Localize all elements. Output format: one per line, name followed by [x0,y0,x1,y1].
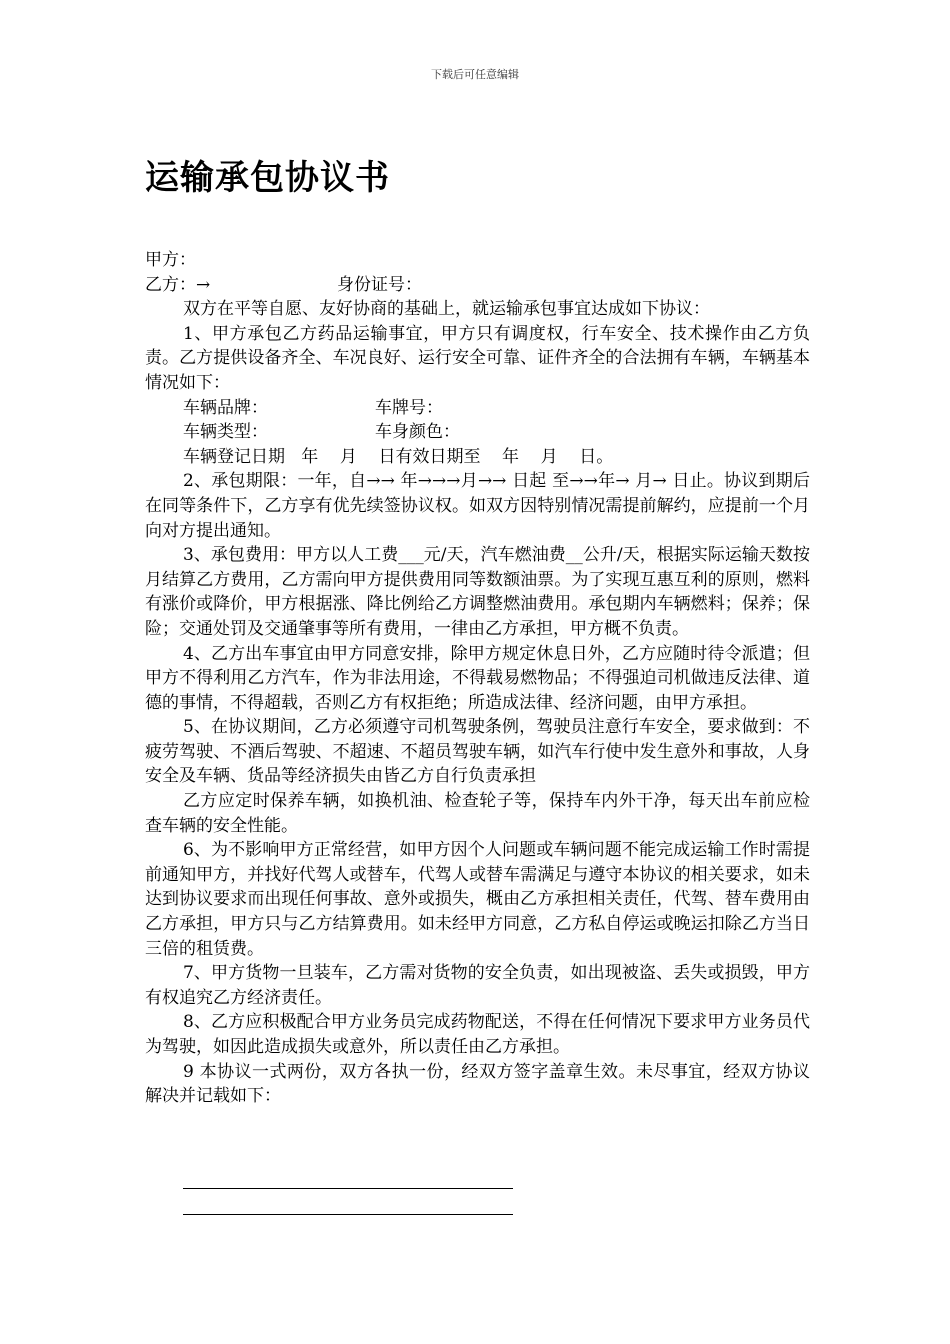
blank-line [183,1188,513,1189]
intro-paragraph: 双方在平等自愿、友好协商的基础上，就运输承包事宜达成如下协议： [183,299,710,320]
clause-9: 9 本协议一式两份，双方各执一份，经双方签字盖章生效。未尽事宜，经双方协议解决并记载如下： [145,1061,810,1107]
vehicle-plate-label: 车牌号： [375,397,443,418]
vehicle-color-label: 车身颜色： [375,422,460,443]
clause-3: 3、承包费用：甲方以人工费___元/天，汽车燃油费__公升/天，根据实际运输天数按月结算乙方费用，乙方需向甲方提供费用同等数额油票。为了实现互惠互利的原则，燃料有涨价或降价，甲方根据涨、降比例给乙方调整燃油费用。承包期内车辆燃料；保养；保险；交通处罚及交通肇事等所有费用，一律由乙方承担，甲方概不负责。 [145,545,810,639]
header-note: 下载后可任意编辑 [431,68,519,81]
vehicle-row-2 [145,420,810,445]
signature-blank-lines [183,1188,513,1240]
vehicle-dates-line: 车辆登记日期 年 月 日有效日期至 年 月 日。 [183,446,614,467]
id-number-label: 身份证号： [337,274,422,295]
clause-4: 4、乙方出车事宜由甲方同意安排，除甲方规定休息日外，乙方应随时待令派遣；但甲方不得利用乙方汽车，作为非法用途，不得载易燃物品；不得强迫司机做违反法律、道德的事情，不得超载，否则乙方有权拒绝；所造成法律、经济问题，由甲方承担。 [145,643,810,713]
document-body [145,248,810,1109]
clause-2: 2、承包期限：一年，自→→ 年→→→月→→ 日起 至→→年→ 月→ 日止。协议到期后在同等条件下，乙方享有优先续签协议权。如双方因特别情况需提前解约，应提前一个月向对方提出通知。 [145,471,810,541]
clause-5-supplement: 乙方应定时保养车辆，如换机油、检查轮子等，保持车内外干净，每天出车前应检查车辆的安全性能。 [145,791,810,836]
party-b-line [145,273,810,298]
clause-1: 1、甲方承包乙方药品运输事宜，甲方只有调度权，行车安全、技术操作由乙方负责。乙方提供设备齐全、车况良好、运行安全可靠、证件齐全的合法拥有车辆，车辆基本情况如下： [145,323,810,393]
document-title: 运输承包协议书 [145,158,390,198]
vehicle-row-1 [145,396,810,421]
party-a-line: 甲方： [145,250,196,270]
vehicle-type-label: 车辆类型： [183,422,268,443]
party-b-label: 乙方：→ [145,274,211,295]
vehicle-brand-label: 车辆品牌： [183,397,268,418]
clause-5: 5、在协议期间，乙方必须遵守司机驾驶条例，驾驶员注意行车安全，要求做到：不疲劳驾驶、不酒后驾驶、不超速、不超员驾驶车辆，如汽车行使中发生意外和事故，人身安全及车辆、货品等经济损失由皆乙方自行负责承担 [145,717,810,787]
blank-line [183,1214,513,1215]
clause-8: 8、乙方应积极配合甲方业务员完成药物配送，不得在任何情况下要求甲方业务员代为驾驶，如因此造成损失或意外，所以责任由乙方承担。 [145,1012,810,1057]
clause-7: 7、甲方货物一旦装车，乙方需对货物的安全负责，如出现被盗、丢失或损毁，甲方有权追究乙方经济责任。 [145,963,810,1008]
clause-6: 6、为不影响甲方正常经营，如甲方因个人问题或车辆问题不能完成运输工作时需提前通知甲方，并找好代驾人或替车，代驾人或替车需满足与遵守本协议的相关要求，如未达到协议要求而出现任何事故、意外或损失，概由乙方承担相关责任，代驾、替车费用由乙方承担，甲方只与乙方结算费用。如未经甲方同意，乙方私自停运或晚运扣除乙方当日三倍的租赁费。 [145,840,810,959]
